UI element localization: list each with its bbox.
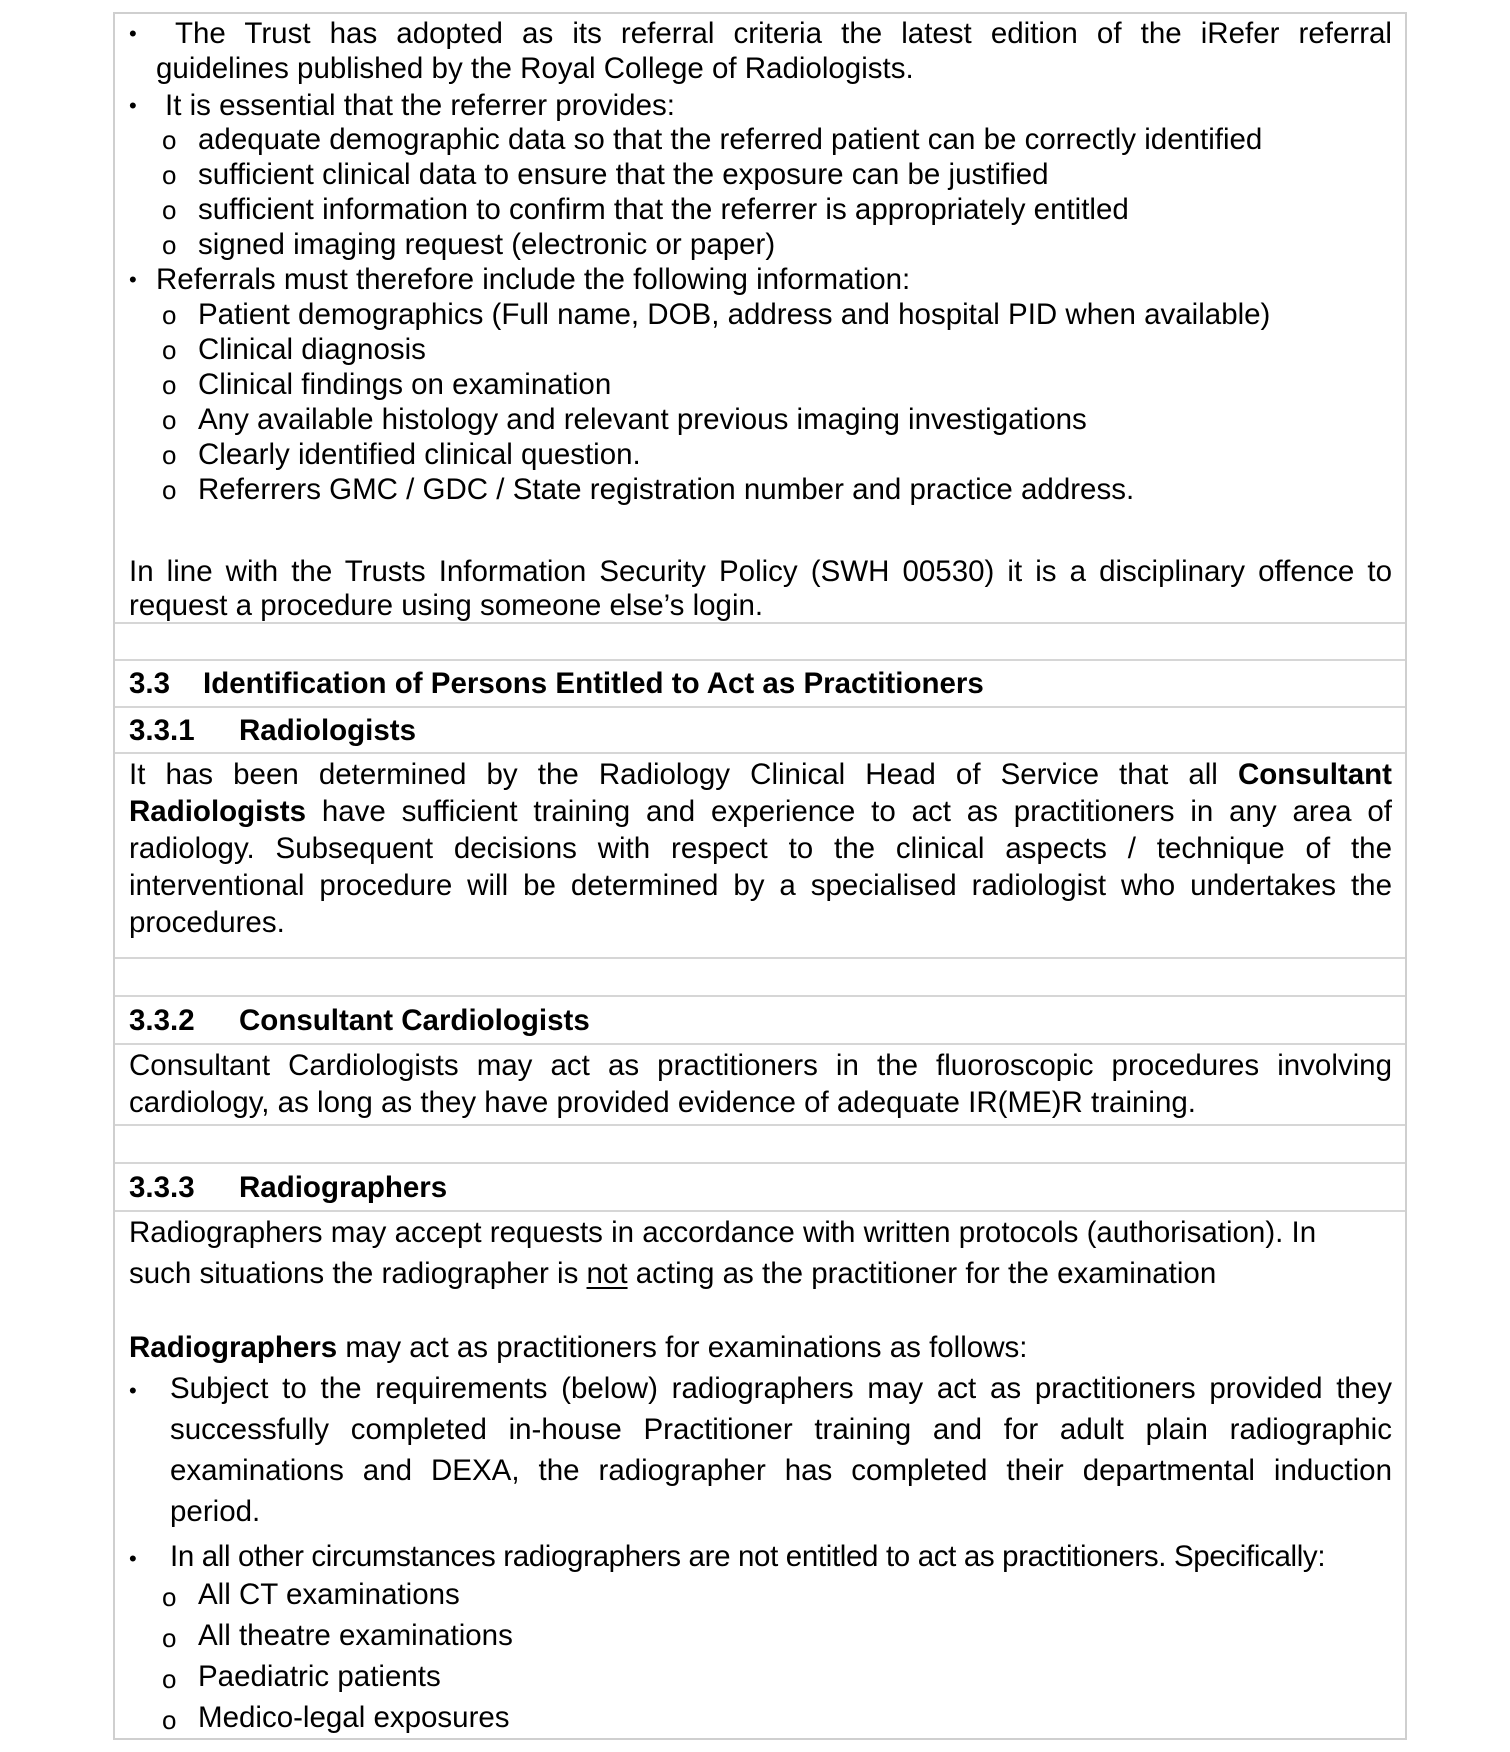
exclusion-item: Paediatric patients [198,1660,441,1693]
sub-list-item: Clinical diagnosis [198,333,426,366]
document-table [113,12,1407,1740]
subsection-heading [129,1165,447,1211]
sub-list-item: signed imaging request (electronic or paper) [198,228,776,261]
list-item-line: Subject to the requirements (below) radiographers may act as practitioners provided they [170,1372,1392,1405]
sub-bullet-icon: o [162,405,177,435]
exclusion-item: Medico-legal exposures [198,1701,510,1734]
subsection-title: Radiologists [239,714,417,747]
text-run: acting as the practitioner for the examination [627,1257,1217,1290]
sub-list-item: Patient demographics (Full name, DOB, address and hospital PID when available) [198,298,1271,331]
sub-list-item: sufficient clinical data to ensure that the exposure can be justified [198,158,1049,191]
paragraph-line: Consultant Cardiologists may act as practitioners in the fluoroscopic procedures involving [129,1049,1392,1082]
cardiologists-paragraph-cell [115,1045,1405,1126]
sub-bullet-icon: o [162,440,177,470]
list-item-continuation: guidelines published by the Royal College of Radiologists. [156,52,914,85]
list-item-line: successfully completed in-house Practitioner training and for adult plain radiographic [170,1413,1392,1446]
paragraph-line [129,1327,1027,1368]
radiologists-paragraph-cell [115,754,1405,959]
list-item-line: In all other circumstances radiographers are not entitled to act as practitioners. Specifically: [170,1540,1326,1573]
paragraph-line: procedures. [129,906,285,939]
sub-bullet-icon: o [162,370,177,400]
bold-text-run: Radiographers [129,1331,338,1364]
subsection-heading-row [115,1164,1405,1212]
section-title: Identification of Persons Entitled to Act as Practitioners [203,667,984,700]
text-run: such situations the radiographer is [129,1257,587,1290]
section-number: 3.3 [129,667,171,700]
sub-bullet-icon: o [162,125,177,155]
security-note-line: In line with the Trusts Information Security Policy (SWH 00530) it is a disciplinary offence to [129,555,1392,588]
bold-text-run: Radiologists [129,795,307,828]
exclusion-item: All CT examinations [198,1578,460,1611]
subsection-number: 3.3.2 [129,1004,195,1037]
sub-bullet-icon: o [162,195,177,225]
subsection-title: Consultant Cardiologists [239,1004,590,1037]
list-item: The Trust has adopted as its referral criteria the latest edition of the iRefer referral [175,17,1392,50]
sub-bullet-icon: o [162,300,177,330]
sub-list-item: Referrers GMC / GDC / State registration number and practice address. [198,473,1135,506]
subsection-number: 3.3.3 [129,1171,195,1204]
sub-list-item: Clinical findings on examination [198,368,612,401]
sub-bullet-icon: o [162,160,177,190]
paragraph-line [129,754,1392,795]
bold-text-run: Consultant [1237,758,1392,791]
subsection-heading-row [115,708,1405,754]
paragraph-line: Radiographers may accept requests in accordance with written protocols (authorisation). In [129,1216,1317,1249]
sub-bullet-icon: o [162,475,177,505]
radiographers-content-cell [115,1212,1405,1738]
sub-list-item: Clearly identified clinical question. [198,438,641,471]
list-item-line: examinations and DEXA, the radiographer has completed their departmental induction [170,1454,1392,1487]
bullet-icon: • [129,1546,137,1571]
bullet-icon: • [129,1378,137,1403]
subsection-number: 3.3.1 [129,714,195,747]
sub-list-item: adequate demographic data so that the referred patient can be correctly identified [198,123,1263,156]
bullet-icon: • [129,93,137,118]
sub-list-item: sufficient information to confirm that the referrer is appropriately entitled [198,193,1129,226]
sub-list-item: Any available histology and relevant previous imaging investigations [198,403,1087,436]
list-item: It is essential that the referrer provides: [165,89,675,122]
subsection-heading [129,708,416,754]
text-run: may act as practitioners for examinations as follows: [337,1331,1028,1364]
exclusion-item: All theatre examinations [198,1619,513,1652]
sub-bullet-icon: o [162,1582,177,1612]
text-run: It has been determined by the Radiology Clinical Head of Service that all [129,758,1238,791]
paragraph-line: radiology. Subsequent decisions with respect to the clinical aspects / technique of the [129,832,1392,865]
bullet-icon: • [129,21,137,46]
paragraph-line [129,1253,1216,1294]
paragraph-line: interventional procedure will be determined by a specialised radiologist who undertakes the [129,869,1392,902]
section-heading [129,661,984,707]
list-item-line: period. [170,1495,261,1528]
section-heading-row [115,661,1405,708]
sub-bullet-icon: o [162,1623,177,1653]
subsection-heading-row [115,997,1405,1045]
spacer-row [115,959,1405,997]
underlined-text-run: not [586,1257,628,1290]
sub-bullet-icon: o [162,1664,177,1694]
referral-criteria-cell [115,14,1405,624]
subsection-heading [129,998,590,1044]
subsection-title: Radiographers [239,1171,448,1204]
sub-bullet-icon: o [162,1705,177,1735]
text-run: have sufficient training and experience to act as practitioners in any area of [306,795,1392,828]
sub-bullet-icon: o [162,335,177,365]
security-note-line: request a procedure using someone else’s login. [129,589,764,622]
bullet-icon: • [129,267,137,292]
spacer-row [115,1126,1405,1164]
spacer-row [115,624,1405,661]
paragraph-line: cardiology, as long as they have provided evidence of adequate IR(ME)R training. [129,1086,1196,1119]
paragraph-line [129,791,1392,832]
list-item: Referrals must therefore include the following information: [156,263,911,296]
sub-bullet-icon: o [162,230,177,260]
